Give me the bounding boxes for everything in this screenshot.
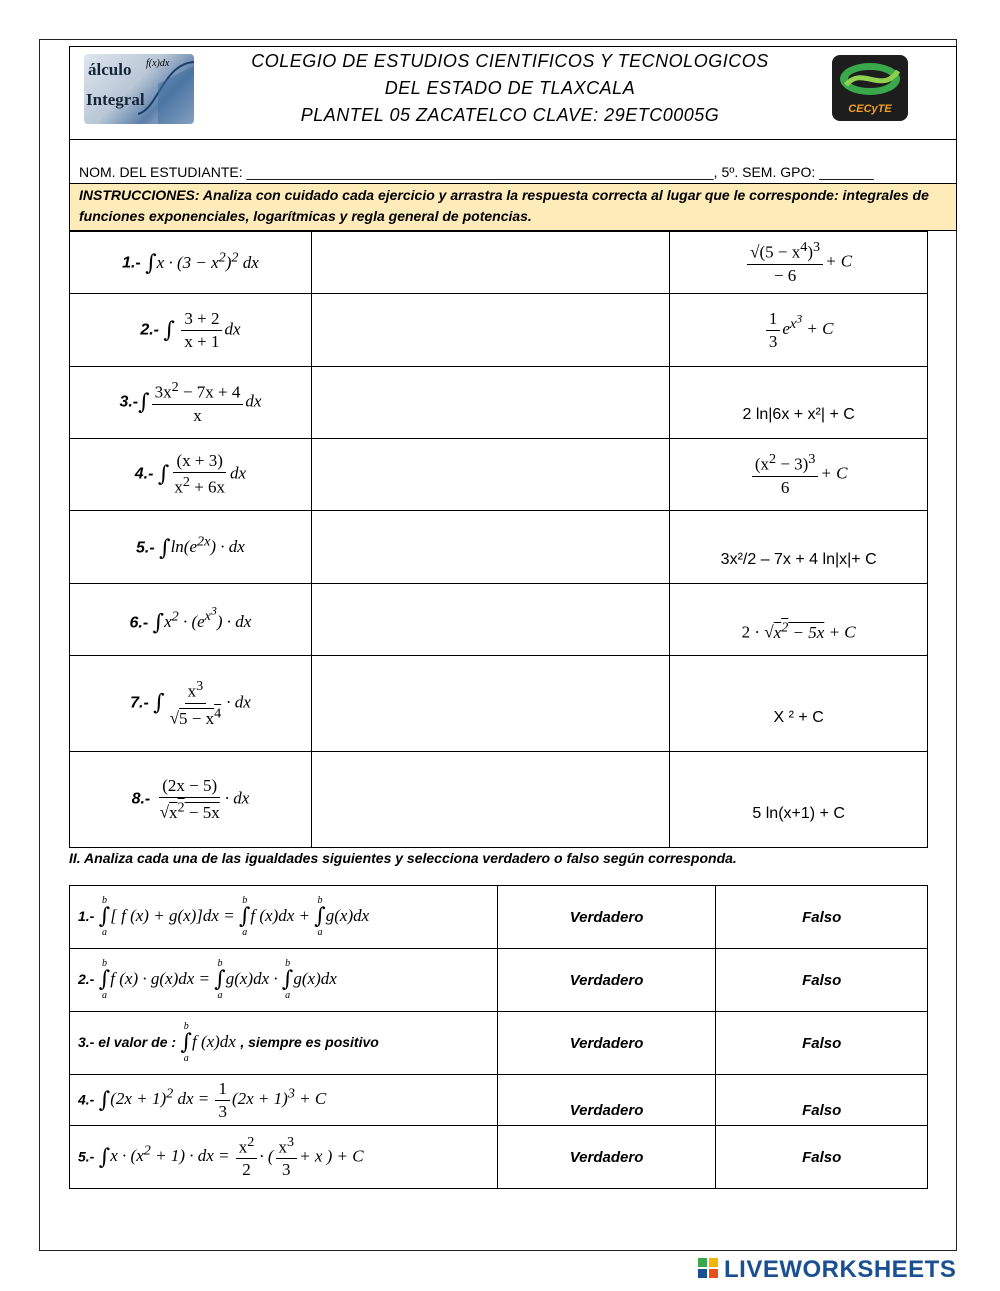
exercise-number: 1.- [122, 254, 141, 272]
drop-zone-3[interactable] [311, 367, 669, 439]
exercise-2: 2.- ∫ $\frac{3 + 2}{x + 1}$ dx [70, 294, 312, 367]
exercise-3: 3.-∫ $\frac{3x^2 - 7x + 4}{x}$ dx [70, 367, 312, 439]
exercise-1: 1.- $\int x \cdot (3 - x^2)^2$ dx [70, 232, 312, 294]
exercise-row [70, 439, 928, 511]
statement-2: 2.- b ∫ a f (x) · g(x)dx = b ∫ a g(x)dx · b ∫ a g(x)dx [70, 949, 498, 1012]
exercise-number: 3.- [119, 393, 139, 411]
option-false-2[interactable]: Falso [716, 949, 928, 1012]
statement-number: 5.- [78, 1148, 95, 1165]
exercise-8: 8.- $\frac{(2x - 5)}{√x^2 - 5x}$ · dx [70, 752, 312, 848]
option-true-1[interactable]: Verdadero [497, 886, 716, 949]
logo-square-yellow [709, 1258, 718, 1267]
true-false-table [69, 885, 928, 1189]
answer-option-3[interactable]: 2 ln|6x + x²| + C [670, 367, 928, 439]
school-title-line3: PLANTEL 05 ZACATELCO CLAVE: 29ETC0005G [300, 105, 720, 125]
drop-zone-4[interactable] [311, 439, 669, 511]
exercise-row [70, 367, 928, 439]
section2-title: II. Analiza cada una de las igualdades siguientes y selecciona verdadero o falso según corresponda. [69, 850, 737, 866]
option-true-2[interactable]: Verdadero [497, 949, 716, 1012]
answer-option-2[interactable]: $\frac{1}{3}$ $e^{x^3} + C$ [670, 294, 928, 367]
statement-1: 1.- b ∫ a [ f (x) + g(x)]dx = b ∫ a f (x)dx + b ∫ a g(x)dx [70, 886, 498, 949]
calculo-integral-logo [84, 54, 194, 124]
exercise-6: 6.- $\int x^2 \cdot (e^{x^3})$ · dx [70, 584, 312, 656]
answer-option-6[interactable]: $2 \cdot √x^2 - 5x + C$ [670, 584, 928, 656]
exercise-row [70, 752, 928, 848]
student-name-line[interactable]: NOM. DEL ESTUDIANTE: ____________________________________________________________, 5º. SEM. GPO: _______ [79, 164, 874, 180]
drop-zone-2[interactable] [311, 294, 669, 367]
answer-option-4[interactable]: $\frac{(x^2 - 3)^3}{6}$ + C [670, 439, 928, 511]
exercise-5: 5.- $\int\ln(e^{2x})$ · dx [70, 511, 312, 584]
option-false-4[interactable]: Falso [716, 1075, 928, 1126]
instructions: INSTRUCCIONES: Analiza con cuidado cada ejercicio y arrastra la respuesta correcta al lugar que le corresponde: integrales de funciones exponenciales, logarítmicas y regla general de potencias. [69, 184, 957, 231]
drop-zone-5[interactable] [311, 511, 669, 584]
logo-square-red [709, 1269, 718, 1278]
logo-text-calculo: álculo [88, 60, 132, 79]
answer-option-7[interactable]: X ² + C [670, 656, 928, 752]
statement-3: 3.- el valor de : b ∫ a f (x)dx , siempre es positivo [70, 1012, 498, 1075]
statement-number: 1.- [78, 908, 95, 925]
drop-zone-1[interactable] [311, 232, 669, 294]
option-true-5[interactable]: Verdadero [497, 1126, 716, 1189]
exercise-number: 6.- [129, 614, 149, 632]
answer-option-1[interactable]: $\frac{√(5 - x^4)^3}{- 6}$ + C [670, 232, 928, 294]
drop-zone-7[interactable] [311, 656, 669, 752]
true-false-row [70, 1012, 928, 1075]
exercise-row [70, 294, 928, 367]
true-false-row [70, 1126, 928, 1189]
statement-5: 5.- $\int x \cdot (x^2 + 1)$ · dx = $\frac{x^2}{2}$ · ( $\frac{x^3}{3}$ + x ) + C [70, 1126, 498, 1189]
statement-4: 4.- $\int(2x + 1)^2$ dx = $\frac{1}{3}$ $(2x + 1)^3 + C$ [70, 1075, 498, 1126]
exercise-row [70, 656, 928, 752]
true-false-row [70, 886, 928, 949]
exercise-number: 4.- [134, 465, 154, 483]
drop-zone-6[interactable] [311, 584, 669, 656]
option-true-4[interactable]: Verdadero [497, 1075, 716, 1126]
student-info-row [69, 140, 957, 184]
cecyte-swoosh-icon [832, 55, 908, 105]
cecyte-logo-text: CECyTE [848, 103, 892, 115]
liveworksheets-text: LIVEWORKSHEETS [724, 1256, 957, 1283]
logo-formula: f(x)dx [146, 58, 170, 69]
exercise-number: 5.- [135, 539, 155, 557]
option-true-3[interactable]: Verdadero [497, 1012, 716, 1075]
school-title-line1: COLEGIO DE ESTUDIOS CIENTIFICOS Y TECNOLOGICOS [251, 51, 769, 71]
exercise-4: 4.- ∫ $\frac{(x + 3)}{x^2 + 6x}$ dx [70, 439, 312, 511]
statement-number: 4.- [78, 1091, 95, 1108]
exercise-number: 2.- [140, 321, 159, 339]
logo-square-blue [698, 1269, 707, 1278]
exercise-row [70, 511, 928, 584]
cecyte-logo [832, 55, 908, 121]
answer-option-8[interactable]: 5 ln(x+1) + C [670, 752, 928, 848]
logo-text-integral: Integral [86, 90, 145, 109]
exercise-table [69, 231, 928, 848]
exercise-7: 7.- ∫ $\frac{x^3}{√5 - x^4}$ · dx [70, 656, 312, 752]
logo-square-green [698, 1258, 707, 1267]
true-false-row [70, 1075, 928, 1126]
statement-3-suffix: , siempre es positivo [240, 1034, 379, 1051]
school-title-line2: DEL ESTADO DE TLAXCALA [384, 78, 636, 98]
drop-zone-8[interactable] [311, 752, 669, 848]
option-false-5[interactable]: Falso [716, 1126, 928, 1189]
statement-number: 2.- [78, 971, 95, 988]
true-false-row [70, 949, 928, 1012]
answer-option-5[interactable]: 3x²/2 – 7x + 4 ln|x|+ C [670, 511, 928, 584]
statement-3-prefix: 3.- el valor de : [78, 1034, 177, 1051]
option-false-1[interactable]: Falso [716, 886, 928, 949]
exercise-number: 7.- [130, 694, 149, 712]
option-false-3[interactable]: Falso [716, 1012, 928, 1075]
exercise-row [70, 584, 928, 656]
exercise-row [70, 232, 928, 294]
exercise-number: 8.- [131, 790, 151, 808]
